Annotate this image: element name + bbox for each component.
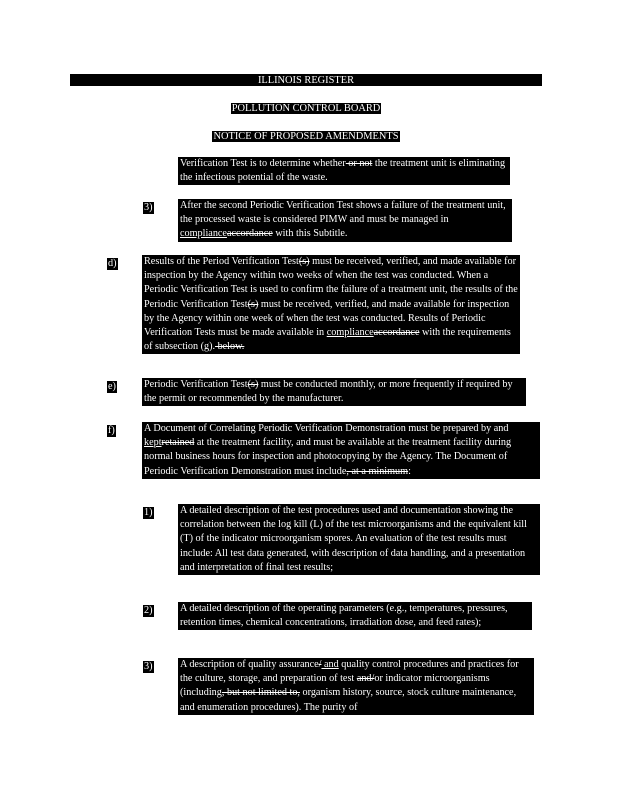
item-3b-paragraph: A description of quality assurance/ and quality control procedures and practices for the culture, storage, and preparation of test and/or indicator microorganisms (including, but not limited to, organism history, source, stock culture maintenance, and enumeration procedures). The purity of — [178, 658, 534, 715]
item-1-paragraph: A detailed description of the test procedures used and documentation showing the correlation between the log kill (L) of the test microorganisms and the equivalent kill (T) of the indicator microorganism spores. An evaluation of the test results must include: All test data generated, with description of data handling, and a presentation and interpretation of final test results; — [178, 504, 540, 575]
item-3-paragraph: After the second Periodic Verification Test shows a failure of the treatment unit, the processed waste is considered PIMW and must be managed in complianceaccordance with this Subtitle. — [178, 199, 512, 242]
struck-text: below. — [215, 341, 245, 353]
agency-name: POLLUTION CONTROL BOARD — [231, 103, 381, 114]
item-label-3: 3) — [144, 202, 153, 213]
inserted-text: compliance — [326, 327, 374, 339]
continuation-paragraph: Verification Test is to determine whether or not the treatment unit is eliminating the infectious potential of the waste. — [178, 157, 510, 185]
item-2-paragraph: A detailed description of the operating parameters (e.g., temperatures, pressures, retention times, chemical concentrations, irradiation dose, and feed rates); — [178, 602, 532, 630]
inserted-text: kept — [144, 437, 162, 449]
subsection-f-paragraph: A Document of Correlating Periodic Verification Demonstration must be prepared by and keptretained at the treatment facility, and must be available at the treatment facility during normal business hours for inspection and photocopying by the Agency. The Document of Periodic Verification Demonstration must include, at a minimum: — [142, 422, 540, 479]
struck-text: accordance — [373, 327, 420, 339]
subsection-label-e: e) — [108, 381, 116, 392]
register-title: ILLINOIS REGISTER — [257, 75, 355, 86]
subsection-d-paragraph: Results of the Period Verification Test(s) must be received, verified, and made available for inspection by the Agency within two weeks of when the test was conducted. When a Periodic Verification Test is used to confirm the failure of a treatment unit, the results of the Periodic Verification Test(s) must be received, verified, and made available for inspection by the Agency within one week of when the test was conducted. Results of Periodic Verification Tests must be made available in complianceaccordance with the requirements of subsection (g). below. — [142, 255, 520, 354]
subsection-label-f: f) — [108, 425, 115, 436]
inserted-text: compliance — [180, 228, 227, 240]
struck-text: / — [318, 659, 322, 670]
struck-text: retained — [161, 437, 195, 449]
item-label-1: 1) — [144, 507, 153, 518]
struck-text: and/ — [356, 673, 375, 685]
subsection-e-paragraph: Periodic Verification Test(s) must be conducted monthly, or more frequently if required by the permit or recommended by the manufacturer. — [142, 378, 526, 406]
notice-heading: NOTICE OF PROPOSED AMENDMENTS — [213, 131, 399, 142]
item-label-2: 2) — [144, 605, 153, 616]
item-label-3b: 3) — [144, 661, 153, 672]
struck-text: (s) — [247, 379, 259, 390]
struck-text: (s) — [247, 298, 259, 310]
struck-text: (s) — [298, 256, 310, 267]
struck-text: accordance — [226, 228, 273, 240]
struck-text: or not — [345, 158, 373, 169]
inserted-text: and — [321, 659, 339, 670]
struck-text: , at a minimum — [346, 465, 409, 477]
subsection-label-d: d) — [108, 258, 117, 269]
struck-text: , but not limited to, — [221, 687, 300, 699]
